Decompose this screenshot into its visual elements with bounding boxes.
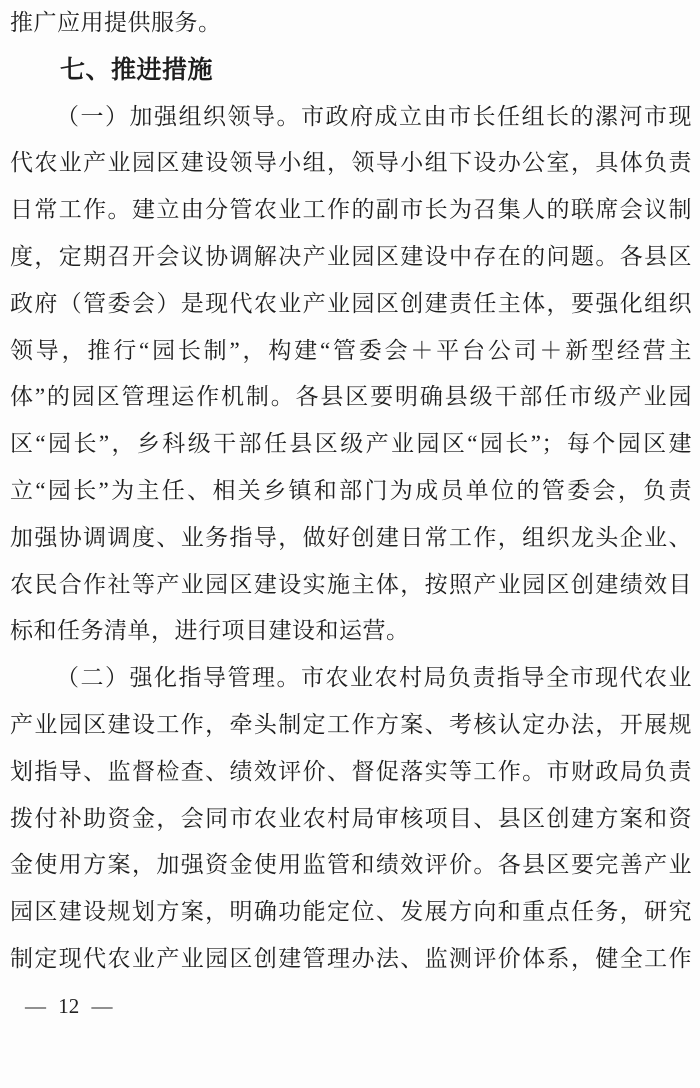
text-line: 日常工作。建立由分管农业工作的副市长为召集人的联席会议制: [10, 197, 692, 223]
text-line: 领导，推行“园长制”，构建“管委会＋平台公司＋新型经营主: [10, 337, 692, 363]
paragraph-text: 市政府成立由市长任组长的漯河市现: [301, 103, 692, 129]
text-line: 标和任务清单，进行项目建设和运营。: [10, 618, 410, 644]
paragraph-lead: （一）加强组织领导。: [56, 103, 301, 129]
text-line: 园区建设规划方案，明确功能定位、发展方向和重点任务，研究: [10, 899, 692, 925]
text-line: [10, 655, 692, 702]
section-heading: 七、推进措施: [60, 55, 214, 84]
page-number: — 12 —: [25, 994, 113, 1018]
text-line: 度，定期召开会议协调解决产业园区建设中存在的问题。各县区: [10, 243, 692, 269]
text-line: 拨付补助资金，会同市农业农村局审核项目、县区创建方案和资: [10, 805, 692, 831]
text-line: 金使用方案，加强资金使用监管和绩效评价。各县区要完善产业: [10, 852, 692, 878]
text-line: [10, 94, 692, 141]
text-line: 划指导、监督检查、绩效评价、督促落实等工作。市财政局负责: [10, 758, 692, 784]
document-body: [10, 0, 692, 983]
text-line: 政府（管委会）是现代农业产业园区创建责任主体，要强化组织: [10, 290, 692, 316]
text-line: 推广应用提供服务。: [10, 10, 222, 35]
text-line: 农民合作社等产业园区建设实施主体，按照产业园区创建绩效目: [10, 571, 692, 597]
text-line: 体”的园区管理运作机制。各县区要明确县级干部任市级产业园: [10, 384, 692, 410]
text-line: 立“园长”为主任、相关乡镇和部门为成员单位的管委会，负责: [10, 477, 692, 503]
paragraph-lead: （二）强化指导管理。: [56, 665, 301, 691]
text-line: 区“园长”，乡科级干部任县区级产业园区“园长”；每个园区建: [10, 431, 692, 457]
text-line: 代农业产业园区建设领导小组，领导小组下设办公室，具体负责: [10, 150, 692, 176]
text-line: 制定现代农业产业园区创建管理办法、监测评价体系，健全工作: [10, 945, 692, 971]
text-line: 加强协调调度、业务指导，做好创建日常工作，组织龙头企业、: [10, 524, 692, 550]
paragraph-text: 市农业农村局负责指导全市现代农业: [301, 665, 692, 691]
text-line: 产业园区建设工作，牵头制定工作方案、考核认定办法，开展规: [10, 711, 692, 737]
